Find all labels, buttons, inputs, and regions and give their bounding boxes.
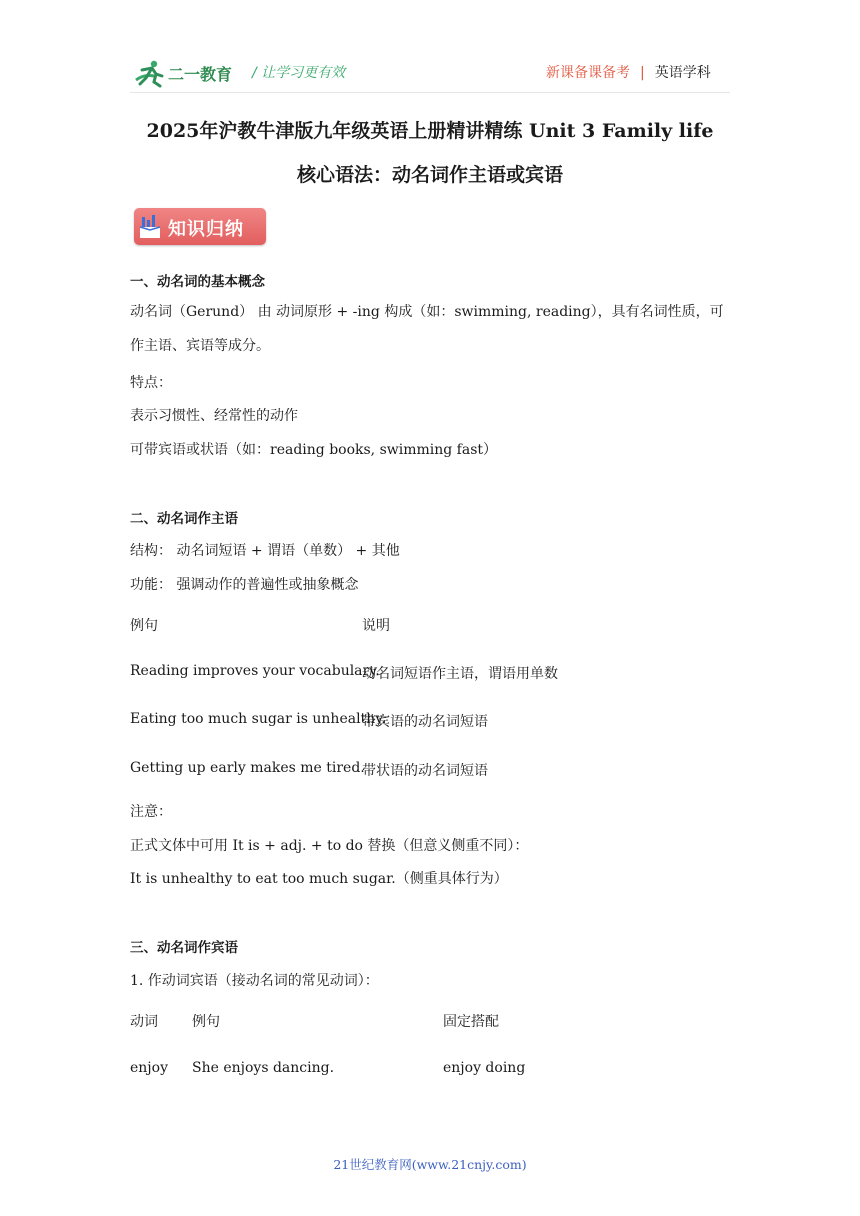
page-title: 2025年沪教牛津版九年级英语上册精讲精练 Unit 3 Family life [146, 120, 714, 142]
section2-heading: 二、动名词作主语 [130, 511, 238, 527]
features-label: 特点： [130, 375, 172, 391]
table-cell-example: Reading improves your vocabulary. [130, 663, 380, 679]
page-subtitle: 核心语法：动名词作主语或宾语 [296, 164, 563, 186]
footer-link[interactable]: 21世纪教育网(www.21cnjy.com) [333, 1157, 527, 1172]
table-header-example: 例句 [130, 618, 158, 634]
table-cell-note: 动名词短语作主语，谓语用单数 [362, 666, 558, 682]
brand-logo [132, 58, 242, 88]
table-header-collocation: 固定搭配 [443, 1014, 499, 1030]
section3-heading: 三、动名词作宾语 [130, 940, 238, 956]
note-label: 注意： [130, 804, 172, 820]
knowledge-summary-badge [134, 208, 266, 245]
header-right [546, 62, 711, 82]
header-separator: | [640, 65, 645, 81]
table-cell-collocation: enjoy doing [443, 1060, 526, 1076]
table-header-note: 说明 [362, 618, 390, 634]
table-cell-example: She enjoys dancing. [192, 1060, 335, 1076]
structure-line: 结构： 动名词短语 + 谓语（单数） + 其他 [130, 543, 400, 559]
table-cell-note: 带状语的动名词短语 [362, 763, 488, 779]
book-chart-icon [139, 214, 161, 239]
logo-text: 二一教育 [168, 65, 233, 84]
table-cell-example: Getting up early makes me tired. [130, 760, 365, 776]
table-header-example: 例句 [192, 1014, 220, 1030]
table-cell-note: 带宾语的动名词短语 [362, 714, 488, 730]
section3-subheading: 1. 作动词宾语（接动名词的常见动词）： [130, 973, 379, 989]
feature-item-1: 表示习惯性、经常性的动作 [130, 408, 298, 424]
slogan: / 让学习更有效 [252, 65, 346, 81]
header-subject-label: 英语学科 [654, 65, 711, 81]
table-cell-example: Eating too much sugar is unhealthy. [130, 711, 386, 727]
note-line-2: It is unhealthy to eat too much sugar.（侧重具体行为） [130, 871, 508, 887]
table-cell-verb: enjoy [130, 1060, 168, 1076]
table-header-verb: 动词 [130, 1014, 158, 1030]
feature-item-2: 可带宾语或状语（如：reading books, swimming fast） [130, 442, 498, 458]
section1-paragraph: 动名词（Gerund） 由 动词原形 + -ing 构成（如：swimming, reading），具有名词性质，可作主语、宾语等成分。 [130, 304, 724, 354]
header-divider [130, 92, 730, 93]
note-line-1: 正式文体中可用 It is + adj. + to do 替换（但意义侧重不同）： [130, 838, 529, 854]
section1-heading: 一、动名词的基本概念 [130, 274, 265, 290]
badge-label: 知识归纳 [168, 219, 244, 240]
header-course-label: 新课备课备考 [546, 65, 630, 81]
function-line: 功能： 强调动作的普遍性或抽象概念 [130, 577, 359, 593]
runner-logo-icon [132, 58, 242, 88]
